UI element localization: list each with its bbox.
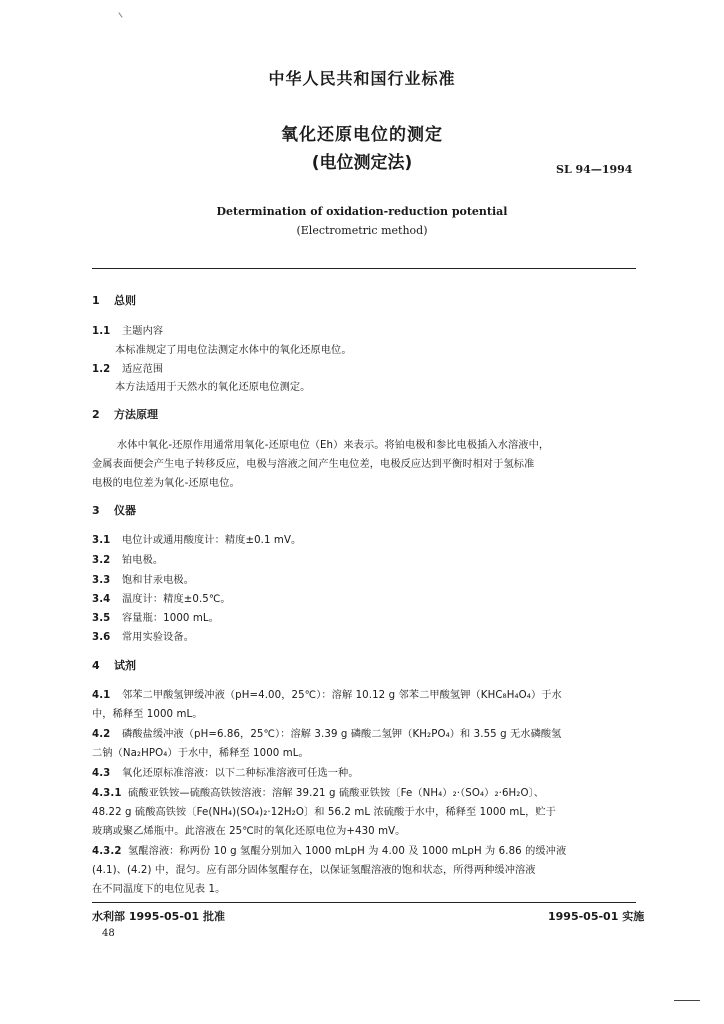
paragraph-line: 玻璃或聚乙烯瓶中。此溶液在 25℃时的氧化还原电位为+430 mV。: [92, 826, 406, 837]
paragraph-line: 水体中氧化-还原作用通常用氧化-还原电位（Eh）来表示。将铂电极和参比电极插入水溶液中，: [117, 440, 550, 451]
subsection-title: 适应范围: [122, 364, 164, 375]
item-text: 容量瓶：1000 mL。: [122, 613, 219, 624]
section-title: 总则: [114, 294, 136, 307]
english-title: Determination of oxidation-reduction potential: [216, 205, 508, 218]
item-number: 4.3.2: [92, 846, 122, 857]
approval-note: 水利部 1995-05-01 批准: [92, 910, 226, 923]
item-text: 电位计或通用酸度计：精度±0.1 mV。: [122, 535, 302, 546]
reagent-4-3-1: [92, 784, 544, 799]
paragraph: 本方法适用于天然水的氧化还原电位测定。: [115, 382, 311, 393]
standard-code: SL 94—1994: [556, 163, 633, 176]
reagent-4-1: [92, 686, 562, 701]
paragraph: 本标准规定了用电位法测定水体中的氧化还原电位。: [115, 345, 352, 356]
item-number: 3.6: [92, 632, 111, 643]
list-item: [92, 609, 219, 624]
item-text: 磷酸盐缓冲液（pH=6.86，25℃）：溶解 3.39 g 磷酸二氢钾（KH₂PO₄）和 3.55 g 无水磷酸氢: [122, 729, 562, 740]
paragraph-line: 二钠（Na₂HPO₄）于水中，稀释至 1000 mL。: [92, 748, 309, 759]
document-subtitle: (电位测定法): [311, 153, 413, 173]
section-number: 3: [92, 504, 100, 517]
section-number: 4: [92, 659, 100, 672]
item-number: 4.2: [92, 729, 111, 740]
header-divider: [92, 268, 636, 269]
section-4-heading: [92, 657, 136, 673]
item-text: 温度计：精度±0.5℃。: [122, 594, 231, 605]
paragraph-line: 中，稀释至 1000 mL。: [92, 709, 203, 720]
item-number: 4.3: [92, 768, 111, 779]
list-item: [92, 571, 194, 586]
subsection-number: 1.2: [92, 364, 111, 375]
english-subtitle: (Electrometric method): [296, 224, 428, 237]
section-3-heading: [92, 502, 136, 518]
section-2-heading: [92, 406, 158, 422]
scan-mark: [674, 1000, 700, 1001]
list-item: [92, 628, 194, 643]
paragraph-line: 在不同温度下的电位见表 1。: [92, 884, 226, 895]
item-text: 邻苯二甲酸氢钾缓冲液（pH=4.00，25℃）：溶解 10.12 g 邻苯二甲酸氢钾（KHC₈H₄O₄）于水: [122, 690, 562, 701]
paragraph-line: 48.22 g 硫酸高铁铵〔Fe(NH₄)(SO₄)₂·12H₂O〕和 56.2 mL 浓硫酸于水中，稀释至 1000 mL，贮于: [92, 807, 556, 818]
section-number: 1: [92, 294, 100, 307]
item-text: 氢醌溶液：称两份 10 g 氢醌分别加入 1000 mLpH 为 4.00 及 1000 mLpH 为 6.86 的缓冲液: [128, 846, 567, 857]
item-text: 铂电极。: [122, 555, 164, 566]
item-number: 4.1: [92, 690, 111, 701]
subsection-1-1-heading: [92, 322, 163, 337]
item-text: 氧化还原标准溶液：以下二种标准溶液可任选一种。: [122, 768, 359, 779]
subsection-title: 主题内容: [122, 326, 164, 337]
list-item: [92, 531, 301, 546]
paragraph-line: (4.1)、(4.2) 中，混匀。应有部分固体氢醌存在，以保证氢醌溶液的饱和状态，所得两种缓冲溶液: [92, 865, 536, 876]
list-item: [92, 590, 231, 605]
section-1-heading: [92, 292, 136, 308]
effective-date: 1995-05-01 实施: [548, 910, 645, 923]
subsection-number: 1.1: [92, 326, 111, 337]
section-title: 试剂: [114, 659, 136, 672]
subsection-1-2-heading: [92, 360, 163, 375]
section-title: 方法原理: [114, 408, 158, 421]
document-title: 氧化还原电位的测定: [281, 125, 443, 145]
footer-divider: [92, 902, 636, 903]
item-number: 3.5: [92, 613, 111, 624]
item-number: 3.3: [92, 575, 111, 586]
item-text: 常用实验设备。: [122, 632, 195, 643]
paragraph-line: 金属表面便会产生电子转移反应，电极与溶液之间产生电位差，电极反应达到平衡时相对于氢标准: [92, 459, 535, 470]
item-number: 3.1: [92, 535, 111, 546]
standard-category: 中华人民共和国行业标准: [268, 69, 456, 88]
item-text: 饱和甘汞电极。: [122, 575, 195, 586]
item-text: 硫酸亚铁铵—硫酸高铁铵溶液：溶解 39.21 g 硫酸亚铁铵〔Fe（NH₄）₂·（SO₄）₂·6H₂O〕、: [128, 788, 545, 799]
reagent-4-2: [92, 725, 561, 740]
reagent-4-3: [92, 764, 359, 779]
item-number: 4.3.1: [92, 788, 122, 799]
scan-speck: [118, 12, 122, 17]
item-number: 3.2: [92, 555, 111, 566]
list-item: [92, 551, 163, 566]
section-number: 2: [92, 408, 100, 421]
item-number: 3.4: [92, 594, 111, 605]
reagent-4-3-2: [92, 842, 566, 857]
paragraph-line: 电极的电位差为氧化-还原电位。: [92, 478, 240, 489]
page-number: 48: [102, 928, 115, 939]
section-title: 仪器: [114, 504, 136, 517]
